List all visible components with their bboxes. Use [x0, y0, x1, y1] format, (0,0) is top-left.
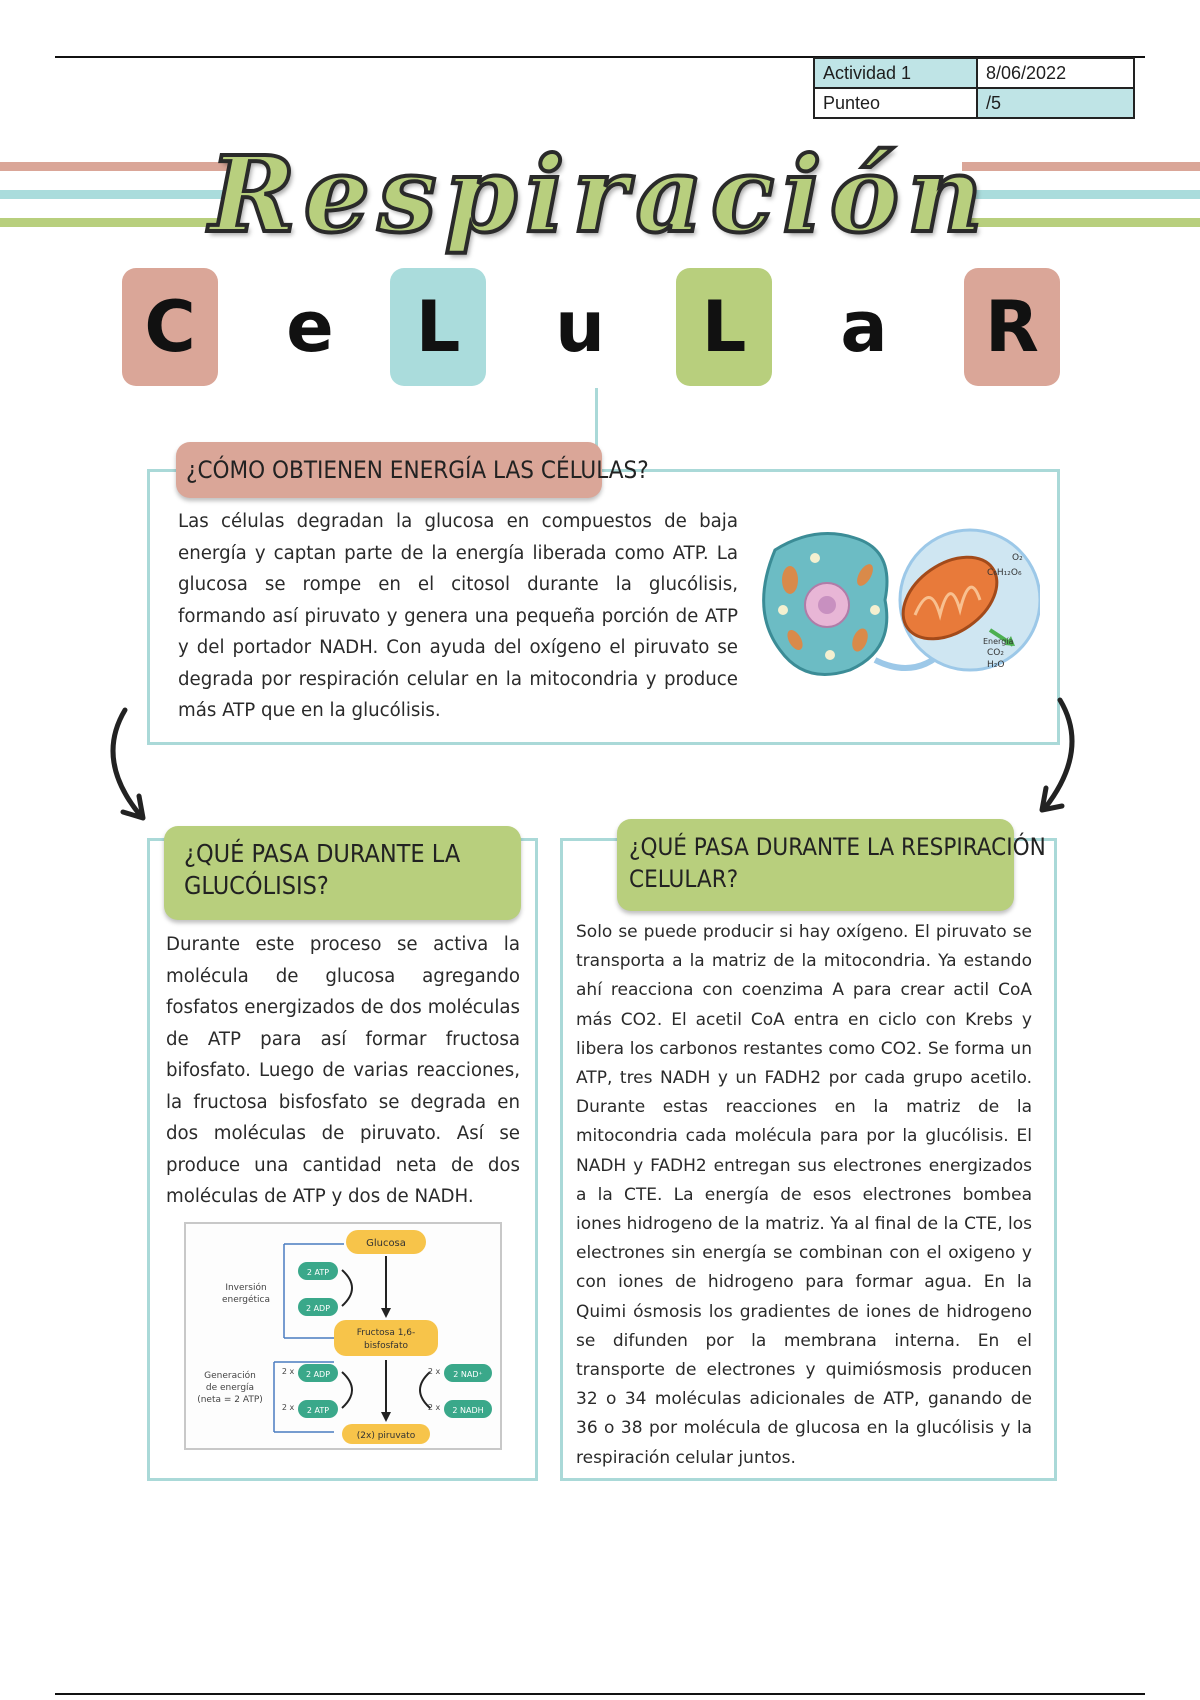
section-energy-heading-text: ¿CÓMO OBTIENEN ENERGÍA LAS CÉLULAS?	[186, 456, 649, 484]
atp-out-label: 2 ATP	[306, 1406, 330, 1415]
generation-label-2: de energía	[205, 1383, 255, 1393]
generation-label-1: Generación	[204, 1371, 256, 1381]
arrow-left-icon	[95, 700, 155, 830]
letter-box-1: C	[122, 268, 218, 386]
mult-label-3: 2 x	[427, 1367, 441, 1376]
investment-label-1: Inversión	[225, 1283, 267, 1293]
activity-label: Actividad 1	[814, 58, 977, 88]
section-glycolysis-heading-line1: ¿QUÉ PASA DURANTE LA	[184, 839, 461, 868]
title-respiracion	[209, 130, 991, 260]
label-o2: O₂	[1012, 553, 1023, 563]
section-glycolysis-heading	[164, 826, 521, 920]
section-energy-heading	[176, 442, 649, 498]
generation-label-3: (neta = 2 ATP)	[197, 1395, 263, 1405]
title-celular	[122, 268, 1060, 386]
title-word: Respiración	[209, 133, 991, 256]
stripe-right-teal	[962, 190, 1200, 199]
activity-date: 8/06/2022	[977, 58, 1134, 88]
stripe-left-teal	[0, 190, 238, 199]
mult-label-1: 2 x	[281, 1367, 295, 1376]
adp-in-label: 2 ADP	[305, 1370, 331, 1379]
connector-line	[595, 388, 598, 446]
fructose-label-2: bisfosfato	[364, 1341, 408, 1351]
section-respiration-heading-line2: CELULAR?	[629, 865, 739, 893]
section-respiration-heading	[617, 819, 1046, 911]
fructose-label-1: Fructosa 1,6-	[356, 1328, 416, 1338]
letter-box-7: R	[964, 268, 1060, 386]
mult-label-4: 2 x	[427, 1403, 441, 1412]
label-glucose: C₆H₁₂O₆	[987, 568, 1022, 578]
label-energy: Energía	[983, 637, 1014, 646]
stripe-right-pink	[962, 162, 1200, 171]
glycolysis-diagram	[184, 1222, 502, 1450]
stripe-left-pink	[0, 162, 238, 171]
letter-box-3: L	[390, 268, 486, 386]
adp-out-label: 2 ADP	[305, 1304, 331, 1313]
score-label: Punteo	[814, 88, 977, 118]
stripe-left-green	[0, 218, 238, 227]
letter-box-6: a	[840, 286, 888, 368]
nad-label: 2 NAD⁺	[453, 1370, 483, 1379]
letter-box-5: L	[676, 268, 772, 386]
bottom-rule	[55, 1693, 1145, 1695]
section-energy-text: Las células degradan la glucosa en compuestos de baja energía y captan parte de la energía liberada como ATP. La glucosa se rompe en el citosol durante la glucólisis, formando así piruvato y genera una pequeña porción de ATP y del portador NADH. Con ayuda del oxígeno el piruvato se degrada por respiración celular en la mitocondria y produce más ATP que en la glucólisis.	[178, 511, 738, 721]
glucose-label: Glucosa	[366, 1238, 406, 1249]
letter-box-4: u	[555, 286, 605, 368]
pyruvate-label: (2x) piruvato	[356, 1431, 416, 1441]
mult-label-2: 2 x	[281, 1403, 295, 1412]
cell-icon	[764, 534, 887, 675]
atp-in-label: 2 ATP	[306, 1268, 330, 1277]
nadh-label: 2 NADH	[452, 1406, 484, 1415]
activity-header-table	[813, 57, 1135, 119]
letter-box-2: e	[286, 286, 334, 368]
cell-mitochondria-illustration	[755, 520, 1040, 685]
stripe-right-green	[962, 218, 1200, 227]
label-h2o: H₂O	[987, 660, 1005, 670]
section-respiration-heading-line1: ¿QUÉ PASA DURANTE LA RESPIRACIÓN	[629, 833, 1046, 861]
section-respiration-text: Solo se puede producir si hay oxígeno. El piruvato se transporta a la matriz de la mitocondria. Ya estando ahí reacciona con coenzima A para crear actil CoA más CO2. El acetil CoA entra en ciclo con Krebs y libera los carbonos restantes como CO2. Se forma un ATP, tres NADH y un FADH2 por cada grupo acetilo. Durante estas reacciones en la matriz de la mitocondria cada molécula para por la glucólisis. El NADH y FADH2 entregan sus electrones energizados a la CTE. La energía de esos electrones bombea iones hidrogeno de la matriz. Ya al final de la CTE, los electrones sin energía se combinan con el oxigeno y con iones de hidrogeno para formar agua. En la Quimi ósmosis los gradientes de iones de hidrogeno se difunden por la membrana interna. En el transporte de electrones y quimiósmosis producen 32 o 34 moléculas adicionales de ATP, ganando de 36 o 38 por molécula de glucosa en la glucólisis y la respiración celular juntos.	[576, 922, 1032, 1468]
mitochondria-icon	[888, 530, 1040, 670]
score-value: /5	[977, 88, 1134, 118]
label-co2: CO₂	[987, 648, 1004, 658]
arrow-right-icon	[1030, 690, 1090, 820]
investment-label-2: energética	[221, 1295, 271, 1305]
section-glycolysis-text: Durante este proceso se activa la molécula de glucosa agregando fosfatos energizados de dos moléculas de ATP para así formar fructosa bifosfato. Luego de varias reacciones, la fructosa bisfosfato se degrada en dos moléculas de piruvato. Así se produce una cantidad neta de dos moléculas de ATP y dos de NADH.	[166, 934, 520, 1207]
section-glycolysis-heading-line2: GLUCÓLISIS?	[184, 871, 329, 900]
